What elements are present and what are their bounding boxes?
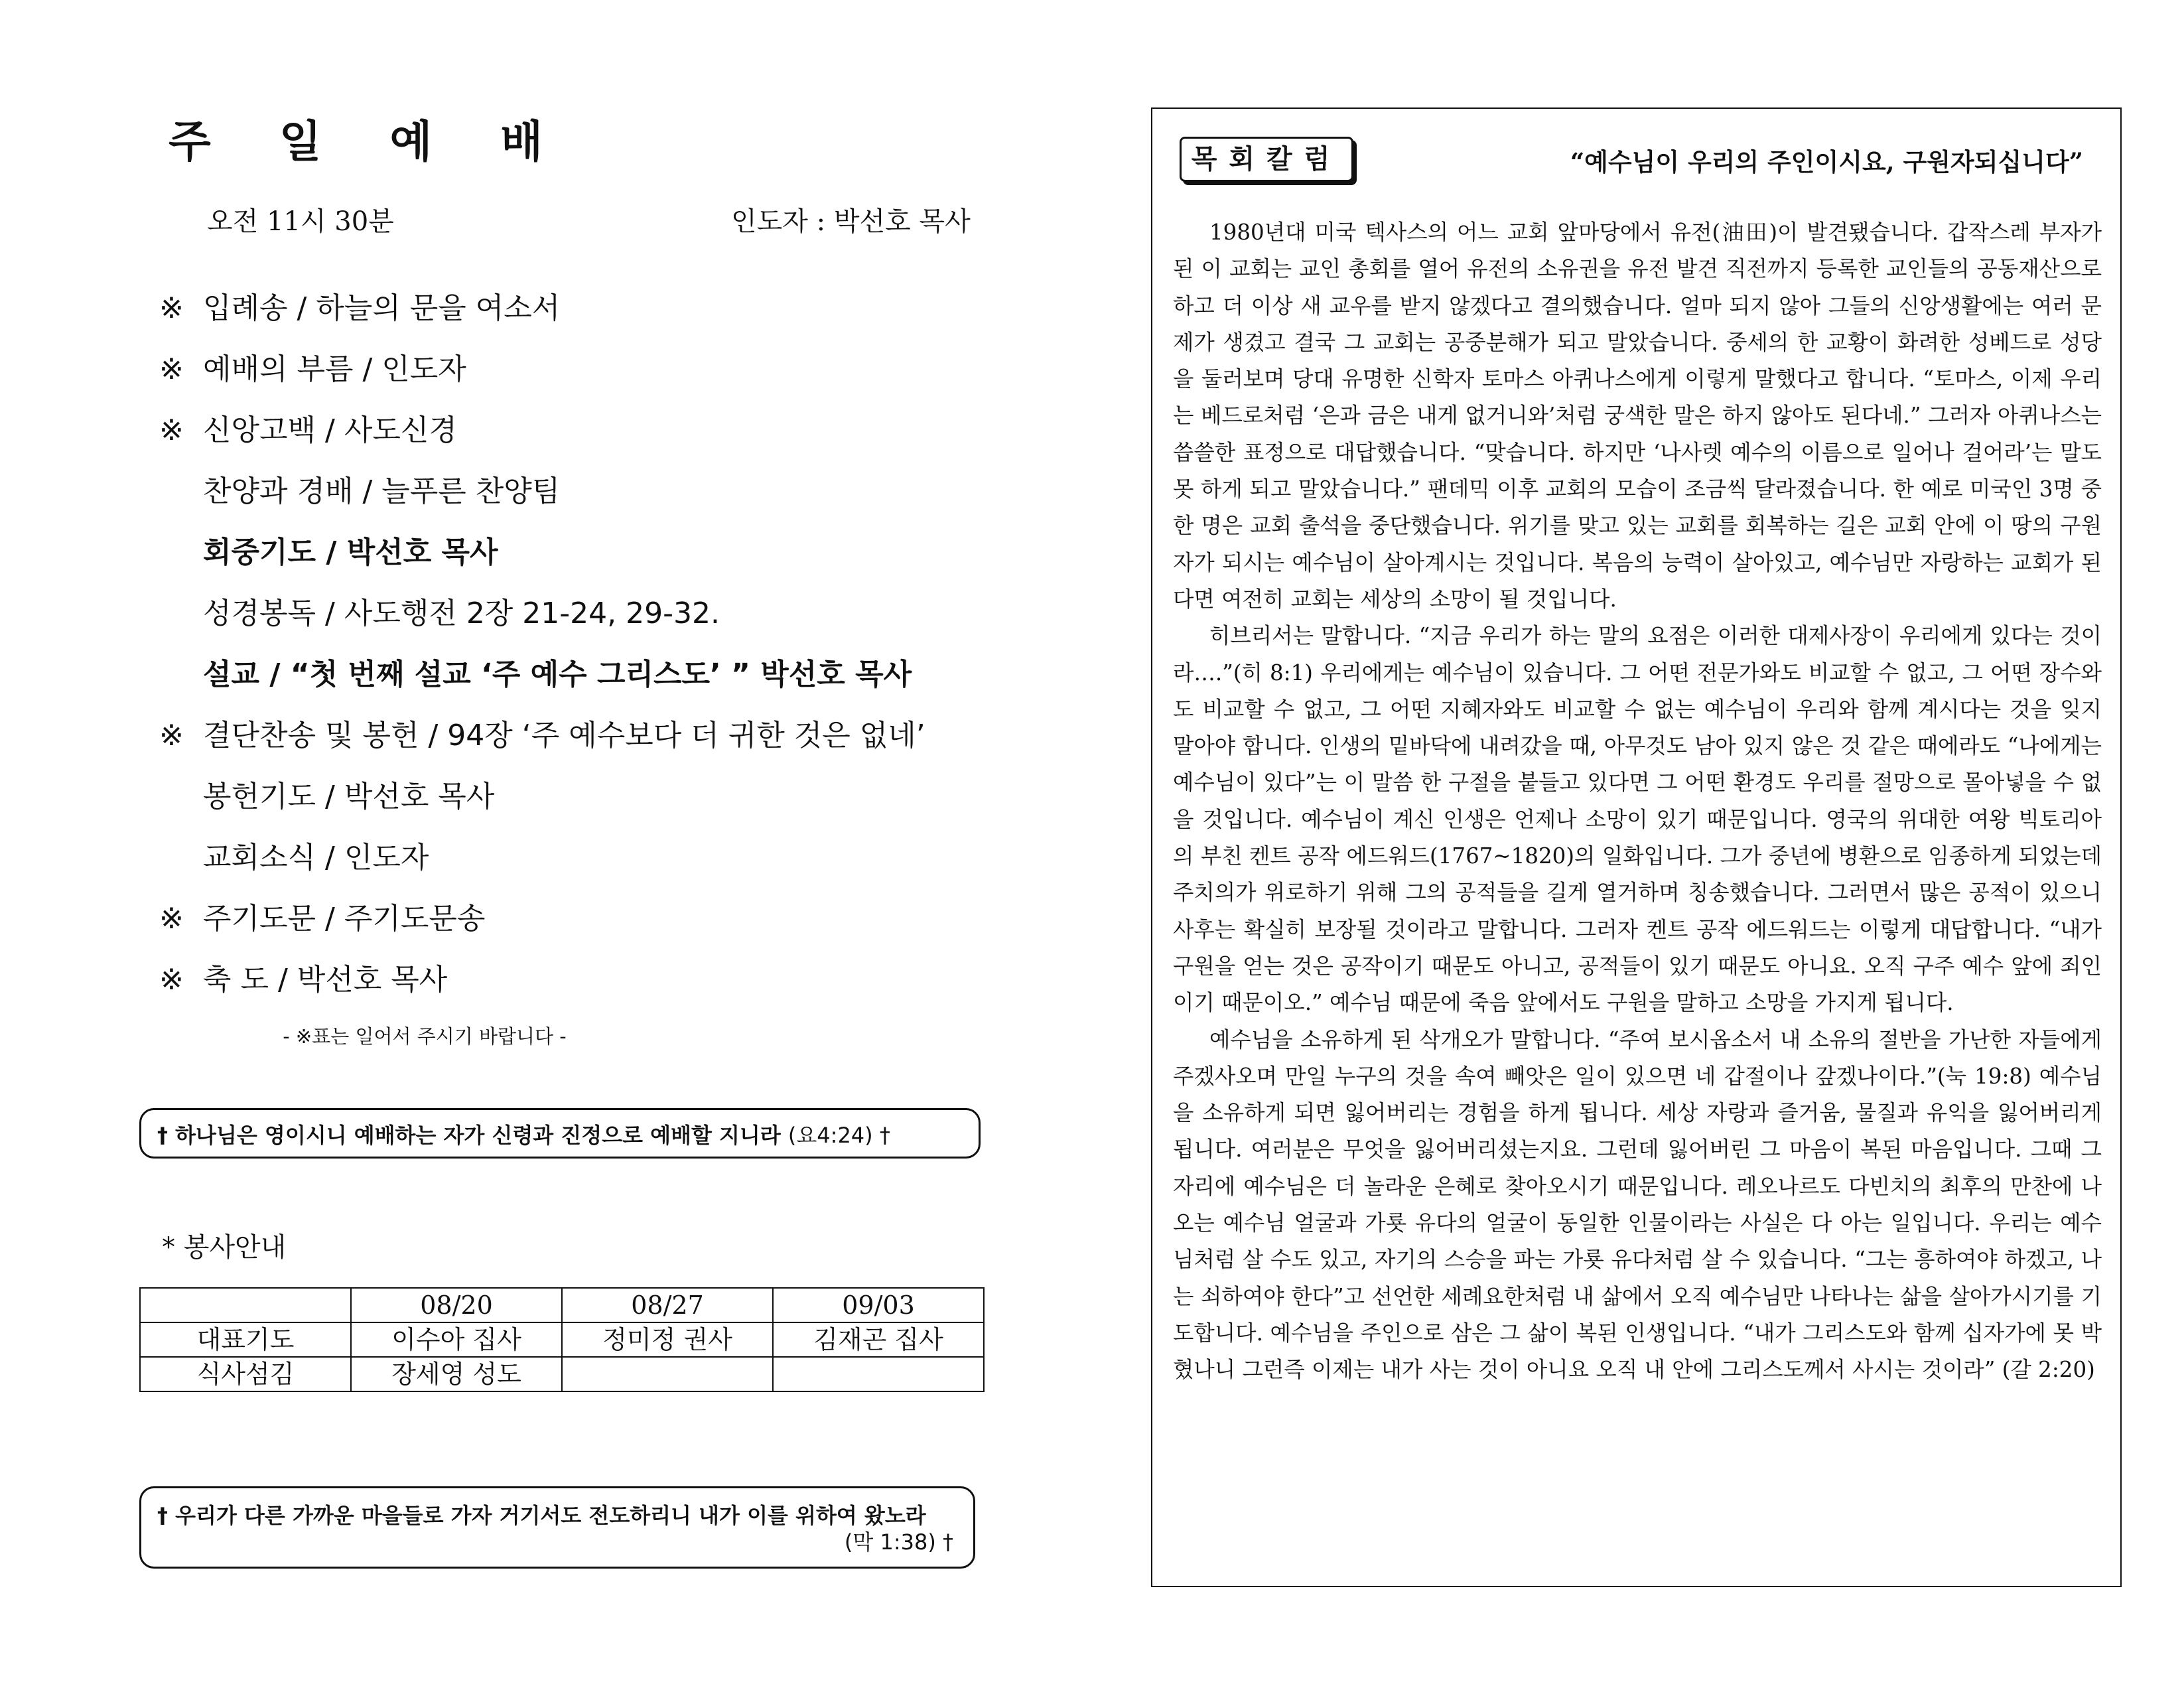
verse-text: † 하나님은 영이시니 예배하는 자가 신령과 진정으로 예배할 지니라	[157, 1123, 781, 1148]
order-item	[159, 711, 925, 754]
service-guide-title: * 봉사안내	[162, 1232, 287, 1263]
worship-leader: 인도자 : 박선호 목사	[731, 206, 971, 237]
standing-mark: ※	[159, 902, 184, 936]
standing-mark: ※	[159, 719, 184, 752]
page-title: 주 일 예 배	[169, 115, 569, 167]
order-item-text: 회중기도 / 박선호 목사	[203, 535, 498, 569]
order-item	[159, 406, 457, 449]
table-cell	[140, 1288, 351, 1322]
column-paragraph: 예수님을 소유하게 된 삭개오가 말합니다. “주여 보시옵소서 내 소유의 절반을 가난한 자들에게 주겠사오며 만일 누구의 것을 속여 빼앗은 일이 있으면 네 갑절이나 갚겠나이다.”(눅 19:8) 예수님을 소유하게 되면 잃어버리는 경험을 하게 됩니다. 세상 자랑과 즐거움, 물질과 유익을 잃어버리게 됩니다. 여러분은 무엇을 잃어버리셨는지요. 그런데 잃어버린 그 마음이 복된 마음입니다. 그때 그 자리에 예수님은 더 놀라운 은혜로 찾아오시기 때문입니다. 레오나르도 다빈치의 최후의 만찬에 나오는 예수님 얼굴과 가룟 유다의 얼굴이 동일한 인물이라는 사실은 다 아는 일입니다. 우리는 예수님처럼 살 수도 있고, 자기의 스승을 파는 가룟 유다처럼 살 수 있습니다. “그는 흥하여야 하겠고, 나는 쇠하여야 한다”고 선언한 세례요한처럼 내 삶에서 오직 예수님만 나타나는 삶을 살아가시기를 기도합니다. 예수님을 주인으로 삼은 그 삶이 복된 인생입니다. “내가 그리스도와 함께 십자가에 못 박혔나니 그런즉 이제는 내가 사는 것이 아니요 오직 내 안에 그리스도께서 사시는 것이라” (갈 2:20)	[1173, 1026, 2102, 1383]
order-item-text: 예배의 부름 / 인도자	[203, 352, 466, 386]
table-cell	[562, 1357, 773, 1391]
column-paragraph: 1980년대 미국 텍사스의 어느 교회 앞마당에서 유전(油田)이 발견됐습니다. 갑작스레 부자가 된 이 교회는 교인 총회를 열어 유전의 소유권을 유전 발견 직전까지 등록한 교인들의 공동재산으로 하고 더 이상 새 교우를 받지 않겠다고 결의했습니다. 얼마 되지 않아 그들의 신앙생활에는 여러 문제가 생겼고 결국 그 교회는 공중분해가 되고 말았습니다. 중세의 한 교황이 화려한 성베드로 성당을 둘러보며 당대 유명한 신학자 토마스 아퀴나스에게 이렇게 말했다고 합니다. “토마스, 이제 우리는 베드로처럼 ‘은과 금은 내게 없거니와’처럼 궁색한 말은 하지 않아도 된다네.” 그러자 아퀴나스는 씁쓸한 표정으로 대답했습니다. “맞습니다. 하지만 ‘나사렛 예수의 이름으로 일어나 걸어라’는 말도 못 하게 되고 말았습니다.” 팬데믹 이후 교회의 모습이 조금씩 달라졌습니다. 한 예로 미국인 3명 중 한 명은 교회 출석을 중단했습니다. 위기를 맞고 있는 교회를 회복하는 길은 교회 안에 이 땅의 구원자가 되시는 예수님이 살아계시는 것입니다. 복음의 능력이 살아있고, 예수님만 자랑하는 교회가 된다면 여전히 교회는 세상의 소망이 될 것입니다.	[1173, 220, 2102, 612]
column-paragraph: 히브리서는 말합니다. “지금 우리가 하는 말의 요점은 이러한 대제사장이 우리에게 있다는 것이라….”(히 8:1) 우리에게는 예수님이 있습니다. 그 어떤 전문가와도 비교할 수 없고, 그 어떤 장수와도 비교할 수 없고, 그 어떤 지혜자와도 비교할 수 없는 예수님이 우리와 함께 계시다는 것을 잊지 말아야 합니다. 인생의 밑바닥에 내려갔을 때, 아무것도 남아 있지 않은 것 같은 때에라도 “나에게는 예수님이 있다”는 이 말씀 한 구절을 붙들고 있다면 그 어떤 환경도 우리를 절망으로 몰아넣을 수 없을 것입니다. 예수님이 계신 인생은 언제나 소망이 있기 때문입니다. 영국의 위대한 여왕 빅토리아의 부친 켄트 공작 에드워드(1767~1820)의 일화입니다. 그가 중년에 병환으로 임종하게 되었는데 주치의가 위로하기 위해 그의 공적들을 길게 열거하며 칭송했습니다. 그러면서 많은 공적이 있으니 사후는 확실히 보장될 것이라고 말합니다. 그러자 켄트 공작 에드워드는 이렇게 대답합니다. “내가 구원을 얻는 것은 공작이기 때문도 아니고, 공적들이 있기 때문도 아니요. 오직 구주 예수 앞에 죄인이기 때문이오.” 예수님 때문에 죽음 앞에서도 구원을 말하고 소망을 가지게 됩니다.	[1173, 623, 2102, 1016]
worship-time: 오전 11시 30분	[207, 206, 394, 237]
standing-notice: - ※표는 일어서 주시기 바랍니다 -	[283, 1025, 567, 1048]
order-item	[159, 467, 560, 510]
column-label: 목회칼럼	[1180, 137, 1353, 182]
order-item-text: 성경봉독 / 사도행전 2장 21-24, 29-32.	[203, 597, 720, 630]
verse-text: † 우리가 다른 가까운 마을들로 가자 거기서도 전도하리니 내가 이를 위하여 왔노라	[157, 1503, 926, 1528]
table-cell: 08/27	[562, 1288, 773, 1322]
table-cell: 식사섬김	[140, 1357, 351, 1391]
standing-mark: ※	[159, 413, 184, 447]
table-cell: 대표기도	[140, 1322, 351, 1357]
table-row	[140, 1322, 984, 1357]
table-cell: 09/03	[773, 1288, 984, 1322]
standing-mark: ※	[159, 291, 184, 325]
order-item-text: 주기도문 / 주기도문송	[203, 902, 486, 936]
order-item	[159, 650, 912, 693]
table-cell: 김재곤 집사	[773, 1322, 984, 1357]
order-item-text: 봉헌기도 / 박선호 목사	[203, 780, 495, 813]
column-body	[1173, 214, 2102, 1389]
verse-reference: (막 1:38) †	[844, 1529, 953, 1555]
order-item	[159, 528, 498, 571]
scripture-verse-box	[139, 1108, 981, 1159]
standing-mark: ※	[159, 963, 184, 997]
order-item-text: 신앙고백 / 사도신경	[203, 413, 457, 447]
order-item	[159, 345, 466, 388]
order-item	[159, 833, 429, 876]
order-item-text: 결단찬송 및 봉헌 / 94장 ‘주 예수보다 더 귀한 것은 없네’	[203, 719, 925, 752]
service-table	[139, 1287, 985, 1392]
order-item	[159, 894, 485, 937]
table-header-row	[140, 1288, 984, 1322]
order-item-text: 찬양과 경배 / 늘푸른 찬양팀	[203, 474, 561, 508]
scripture-verse-box	[139, 1486, 975, 1569]
order-item	[159, 955, 447, 998]
order-item	[159, 284, 560, 326]
table-cell: 08/20	[351, 1288, 562, 1322]
order-item-text: 교회소식 / 인도자	[203, 841, 429, 875]
table-cell: 장세영 성도	[351, 1357, 562, 1391]
order-item-text: 입례송 / 하늘의 문을 여소서	[203, 291, 561, 325]
table-row	[140, 1357, 984, 1391]
order-item	[159, 589, 720, 632]
order-item-text: 축 도 / 박선호 목사	[203, 963, 448, 997]
table-cell: 이수아 집사	[351, 1322, 562, 1357]
column-headline: “예수님이 우리의 주인이시요, 구원자되십니다”	[1570, 147, 2083, 176]
verse-reference: (요4:24) †	[787, 1123, 890, 1148]
order-item-text: 설교 / “첫 번째 설교 ‘주 예수 그리스도’ ” 박선호 목사	[203, 658, 912, 691]
table-cell	[773, 1357, 984, 1391]
table-cell: 정미정 권사	[562, 1322, 773, 1357]
order-item	[159, 772, 494, 815]
standing-mark: ※	[159, 352, 184, 386]
